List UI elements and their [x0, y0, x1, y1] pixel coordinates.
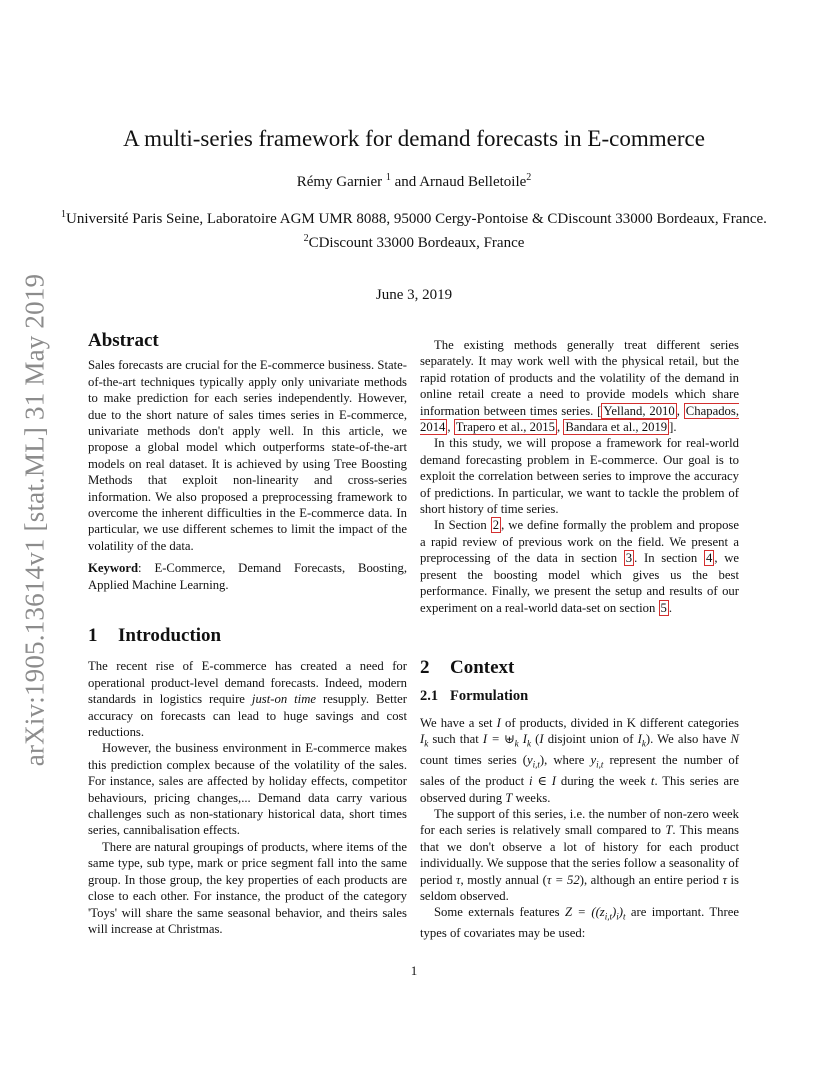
citation-link[interactable]: Chapados, 2014 — [420, 403, 739, 435]
text-run: weeks. — [512, 790, 551, 805]
math: I — [539, 732, 544, 747]
text-run: disjoint union of — [543, 732, 638, 747]
math: k — [526, 738, 531, 749]
section-heading — [420, 657, 739, 678]
section-title: Introduction — [118, 625, 222, 646]
page-number: 1 — [410, 963, 418, 978]
author-list — [0, 172, 828, 191]
math: i ∈ I — [529, 774, 556, 789]
math: I — [637, 732, 642, 747]
context-paragraph — [420, 715, 739, 806]
subsection-number: 2.1 — [420, 688, 439, 705]
text-run: The existing methods generally treat different series separately. It may work well with the physical retail, but the rapid rotation of products and the volatility of the demand in online retail create a need to provide models which share information between times series. [ — [420, 338, 739, 418]
affiliation-text: Université Paris Seine, Laboratoire AGM UMR 8088, 95000 Cergy-Pontoise & CDiscount 33000 Bordeaux, France. — [66, 211, 767, 227]
math: τ — [722, 872, 727, 887]
citation-link[interactable]: Trapero et al., 2015 — [455, 420, 555, 435]
text-run: Some externals features — [434, 905, 565, 920]
keywords — [88, 560, 407, 593]
abstract-heading: Abstract — [88, 330, 159, 351]
text-run: is seldom observed. — [420, 872, 739, 903]
math: y — [590, 753, 597, 768]
abstract-text: Sales forecasts are crucial for the E-commerce business. State-of-the-art techniques typically apply only univariate methods to make prediction for each series independently. However, due to the short nature of sales times series in E-commerce, univariate methods don't apply well. In this article, we propose a global model which outperforms state-of-the-art models on real dataset. It is achieved by using Tree Boosting Methods that exploit non-linearity and cross-series information. We also proposed a preprocessing framework to overcome the inherent difficulties in the E-commerce data. In particular, we use different schemes to limit the impact of the volatility of the data. — [88, 358, 407, 553]
math: i,t — [532, 759, 540, 770]
author-affil-mark: 2 — [526, 172, 532, 183]
math: I — [496, 715, 501, 730]
math: t — [650, 774, 655, 789]
math: ) — [618, 905, 623, 920]
section-number: 1 — [88, 625, 98, 646]
affiliation-mark: 1 — [61, 209, 67, 220]
text-run: We have a set — [420, 715, 497, 730]
math: ) — [612, 905, 617, 920]
math: i,t — [604, 911, 613, 922]
introduction-section — [88, 625, 407, 937]
arxiv-side-stamp — [10, 270, 60, 770]
author-affil-mark: 1 — [385, 172, 391, 183]
affiliation-1 — [60, 205, 768, 229]
math: T — [505, 790, 513, 805]
citation-link[interactable]: Yelland, 2010 — [603, 403, 675, 418]
text-run: . In section — [634, 551, 704, 566]
subsection-title: Formulation — [450, 688, 529, 705]
math: I = ⊎ — [482, 732, 515, 747]
section-heading — [88, 625, 407, 646]
text-run: , mostly annual ( — [460, 872, 547, 887]
intro-paragraph — [88, 658, 407, 740]
context-paragraph — [420, 904, 739, 941]
math: k — [514, 738, 519, 749]
text-run: , we define formally the problem and propose a rapid review of previous work on the field. We present a preprocessing of the data in section — [420, 518, 739, 566]
affiliation-mark: 2 — [303, 233, 309, 244]
math: Z = ((z — [564, 905, 605, 920]
math: i,t — [596, 759, 604, 770]
section-title: Context — [450, 657, 515, 678]
context-section — [420, 657, 739, 942]
text-run: during the week — [555, 774, 651, 789]
text-run: count times series ( — [420, 753, 528, 768]
math: k — [641, 738, 646, 749]
math: I — [522, 732, 527, 747]
text-run: ( — [530, 732, 540, 747]
intro-paragraph: However, the business environment in E-commerce makes this prediction complex because of the volatility of the sales. For instance, sales are affected by holiday effects, competitor behaviours, pricing changes,... Demand data carry various challenges such as non-stationary historical data, short times series, cannibalisation effects. — [88, 741, 407, 838]
paper-date: June 3, 2019 — [375, 287, 453, 303]
math: τ = 52 — [546, 872, 580, 887]
abstract-section — [88, 330, 407, 593]
intro-paragraph — [420, 517, 739, 615]
author-name: Arnaud Belletoile — [419, 174, 527, 190]
keyword-list: : E-Commerce, Demand Forecasts, Boosting, Applied Machine Learning. — [88, 561, 407, 592]
text-run: such that — [428, 732, 483, 747]
text-run: ). We also have — [645, 732, 731, 747]
citation-link[interactable]: Bandara et al., 2019 — [565, 420, 668, 435]
text-run: ), although an entire period — [579, 872, 723, 887]
intro-paragraph: There are natural groupings of products, where items of the same type, sub type, mark or price segment fall into the same group. In those group, the key properties of each products are close to each other. For instance, the product of the category 'Toys' will share the same seasonal behavior, and theirs sales will increase at Christmas. — [88, 839, 407, 936]
emphasis: just-on time — [251, 692, 316, 707]
math: I — [420, 732, 425, 747]
math: T — [665, 823, 673, 838]
intro-paragraph: In this study, we will propose a framework for real-world demand forecasting problem in E-commerce. Our goal is to exploit the correlation between series to improve the accuracy of predictions. In particular, we want to tackle the problem of short history of time series. — [420, 436, 739, 517]
text-run: represent the number of sales of the product — [420, 753, 739, 789]
section-link[interactable]: 5 — [660, 600, 667, 615]
affiliation-2 — [60, 229, 768, 253]
math: i — [616, 911, 619, 922]
subsection-heading — [420, 688, 739, 704]
keyword-label: Keyword — [88, 561, 139, 576]
text-run: . This means that we don't observe a lot of history for each product individually. We suppose that the series follow a seasonality of period — [420, 823, 739, 887]
section-link[interactable]: 3 — [625, 551, 633, 566]
text-run: resupply. Better accuracy on forecasts can lead to huge savings and cost reductions. — [88, 692, 407, 740]
affiliations — [60, 205, 768, 253]
context-paragraph — [420, 806, 739, 904]
section-number: 2 — [420, 657, 430, 678]
math: k — [424, 738, 429, 749]
text-run: , we present the boosting model which gives us the best performance. Finally, we present the setup and results of our experiment on a real-world data-set on section — [420, 551, 739, 615]
text-run: In Section — [434, 518, 491, 533]
paper-title: A multi-series framework for demand forecasts in E-commerce — [123, 126, 705, 151]
section-link[interactable]: 4 — [705, 551, 713, 566]
math: N — [730, 732, 739, 747]
math: τ — [455, 872, 461, 887]
text-run: ), where — [539, 753, 591, 768]
affiliation-text: CDiscount 33000 Bordeaux, France — [308, 235, 525, 251]
math: t — [623, 911, 626, 922]
text-run: of products, divided in K different categories — [500, 715, 739, 730]
text-run: The recent rise of E-commerce has created a need for operational product-level demand forecasts. Indeed, modern standards in logistics require — [88, 659, 407, 707]
author-conjunction: and — [394, 174, 417, 190]
arxiv-identifier: arXiv:1905.13614v1 [stat.ML] 31 May 2019 — [19, 273, 50, 767]
intro-paragraph: The existing methods generally treat different series separately. It may work well with the physical retail, but the rapid rotation of products and the volatility of the demand in online retail create a need to provide models which share information between times series. [ Yelland, 2010 , Chapados, 2014 , Trapero et al., 2015 , Bandara et al., 2019 ]. — [420, 338, 739, 435]
section-link[interactable]: 2 — [492, 518, 500, 533]
math: y — [527, 753, 533, 768]
text-run: . This series are observed during — [420, 774, 739, 805]
intro-continued — [420, 337, 739, 616]
text-run: are important. Three types of covariates may be used: — [420, 905, 739, 941]
author-name: Rémy Garnier — [296, 174, 383, 190]
text-run: . — [668, 600, 673, 615]
text-run: ]. — [669, 420, 677, 435]
text-run: The support of this series, i.e. the number of non-zero week for each series is relatively small compared to — [420, 806, 739, 838]
